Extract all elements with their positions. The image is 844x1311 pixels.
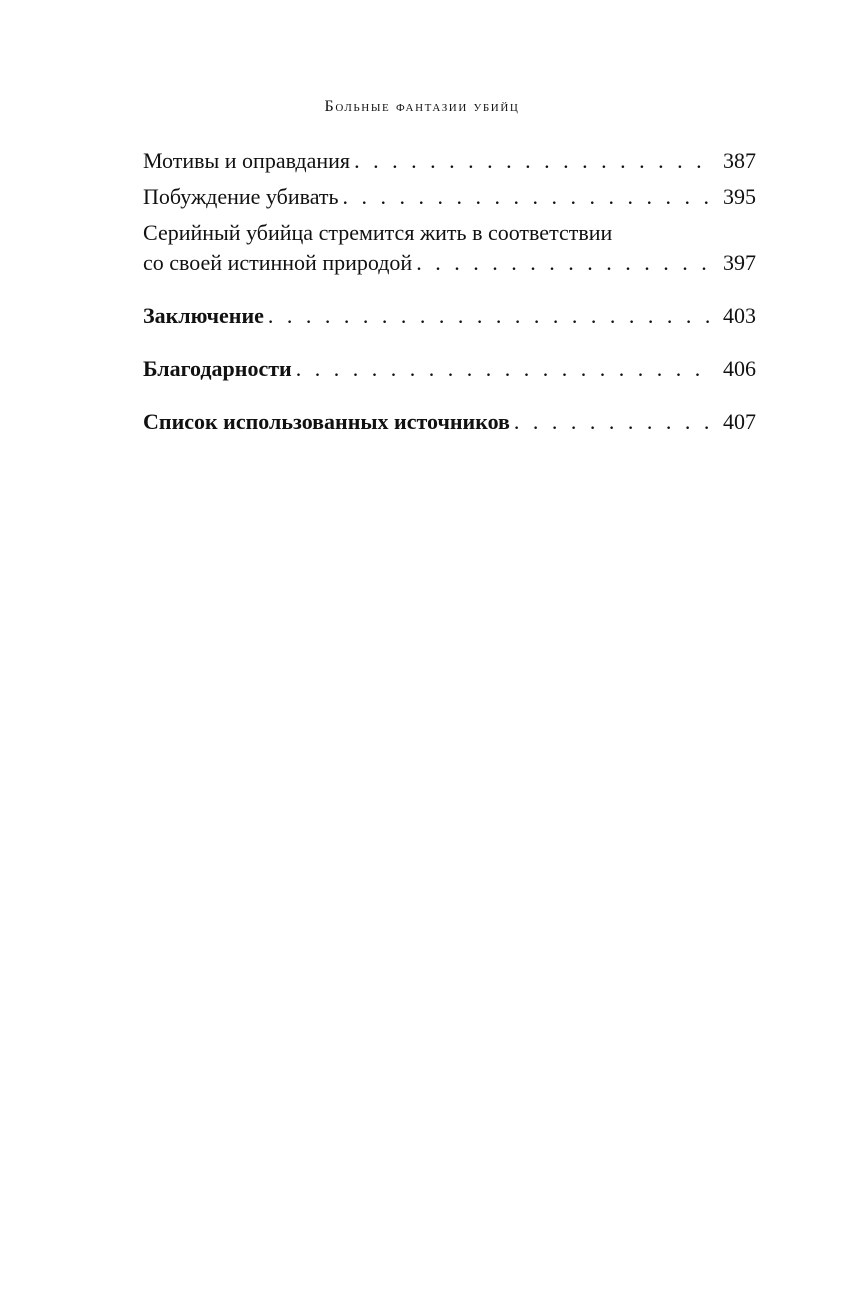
toc-entry-title: Заключение (143, 303, 264, 328)
running-head: Больные фантазии убийц (324, 98, 520, 115)
toc-entry-title-line: Серийный убийца стремится жить в соответствии (143, 220, 613, 245)
dot-leader (416, 248, 715, 278)
toc-page-number: 395 (723, 184, 756, 209)
toc-entry[interactable] (143, 301, 756, 331)
dot-leader (354, 146, 715, 176)
dot-leader (343, 182, 715, 212)
toc-entry[interactable] (143, 354, 756, 384)
toc-page-number: 407 (723, 409, 756, 434)
toc-entry[interactable] (143, 218, 756, 278)
toc-entry-title: Список использованных источников (143, 409, 510, 434)
toc-page-number: 397 (723, 250, 756, 275)
toc-entry-title: Мотивы и оправдания (143, 148, 351, 173)
dot-leader (296, 354, 715, 384)
toc-entry[interactable] (143, 182, 756, 212)
toc-page-number: 403 (723, 303, 756, 328)
toc-page-number: 387 (723, 148, 756, 173)
table-of-contents (143, 146, 756, 437)
toc-entry-title: Побуждение убивать (143, 184, 339, 209)
toc-page-number: 406 (723, 356, 756, 381)
toc-entry[interactable] (143, 407, 756, 437)
toc-entry[interactable] (143, 146, 756, 176)
toc-entry-title-line: со своей истинной природой (143, 250, 413, 275)
toc-entry-title: Благодарности (143, 356, 292, 381)
dot-leader (268, 301, 715, 331)
dot-leader (514, 407, 715, 437)
